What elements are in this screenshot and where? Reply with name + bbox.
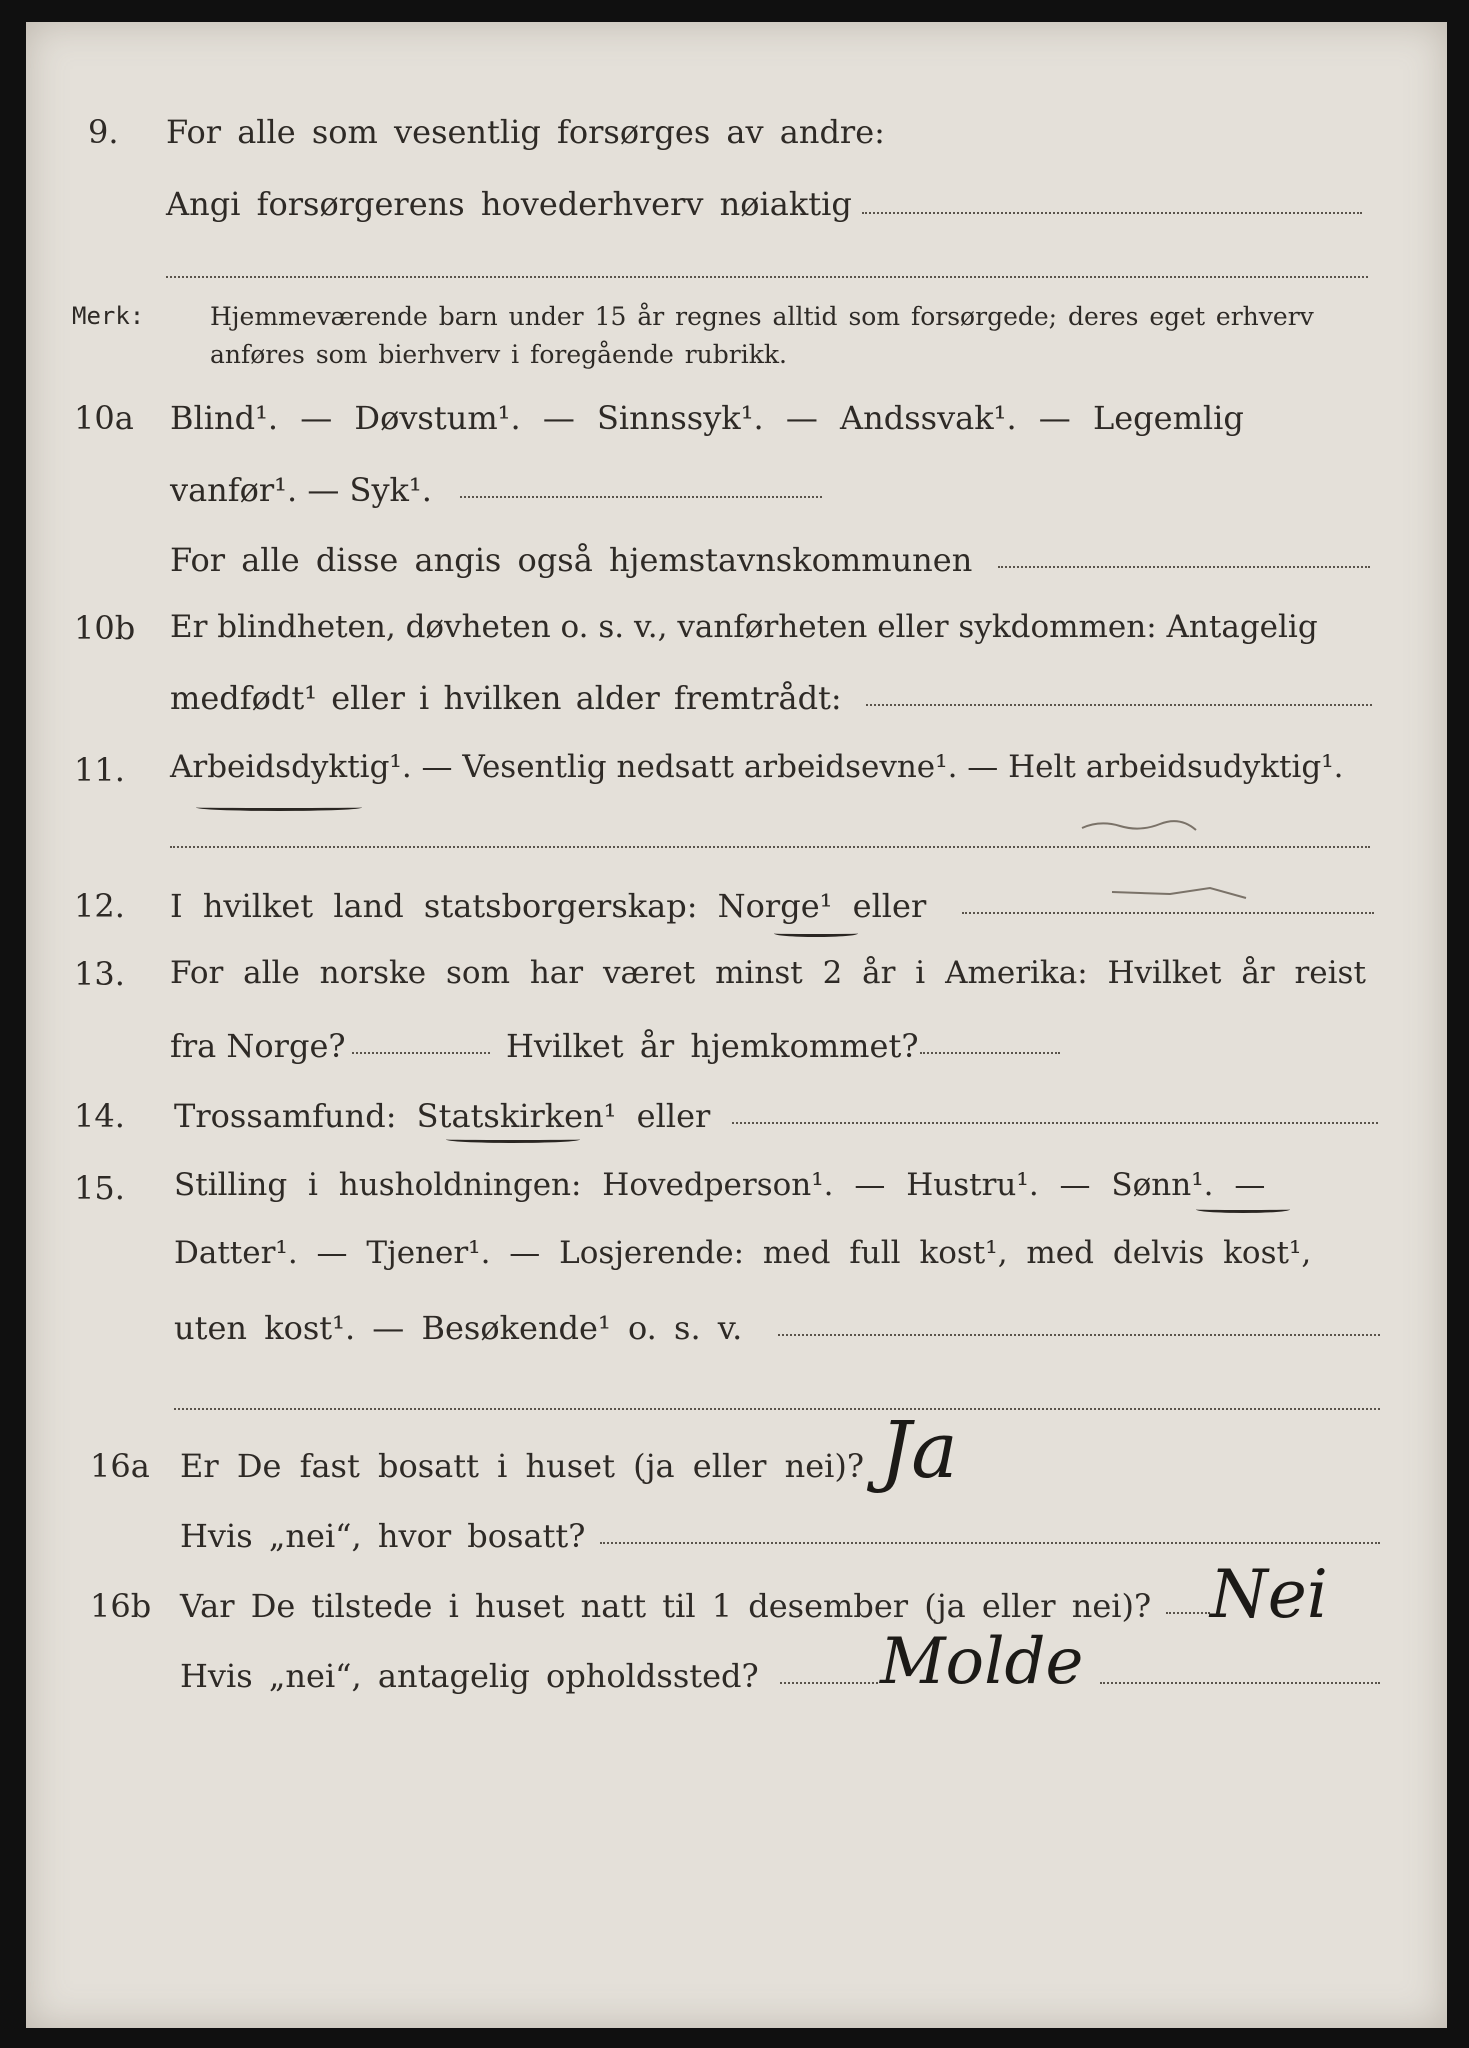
- question-text: vanfør¹. — Syk¹.: [170, 471, 432, 509]
- question-text: medfødt¹ eller i hvilken alder fremtrådt:: [170, 679, 842, 717]
- question-text: For alle disse angis også hjemstavnskommunen: [170, 541, 973, 579]
- pencil-mark: [1080, 812, 1200, 842]
- question-text: Arbeidsdyktig¹. — Vesentlig nedsatt arbeidsevne¹. — Helt arbeidsudyktig¹.: [170, 749, 1344, 785]
- handwritten-answer: Nei: [1210, 1556, 1328, 1633]
- pencil-mark: [1110, 878, 1250, 908]
- handwritten-answer: Ja: [880, 1406, 958, 1496]
- note-text: anføres som bierhverv i foregående rubrikk.: [210, 340, 787, 369]
- question-text: fra Norge?: [170, 1027, 346, 1065]
- answer-line: [1100, 1682, 1380, 1684]
- handwritten-answer: Molde: [880, 1625, 1084, 1699]
- question-text: Trossamfund: Statskirken¹ eller: [174, 1097, 711, 1135]
- answer-line: [778, 1334, 1380, 1336]
- question-text: Hvilket år hjemkommet?: [506, 1027, 919, 1065]
- answer-line: [170, 846, 1370, 848]
- question-number: 14.: [74, 1097, 125, 1135]
- question-text: Angi forsørgerens hovederhverv nøiaktig: [166, 185, 852, 223]
- answer-line: [998, 566, 1370, 568]
- handwritten-underline: [196, 804, 362, 811]
- question-text: For alle norske som har været minst 2 år i Amerika: Hvilket år reist: [170, 955, 1366, 991]
- handwritten-underline: [1196, 1206, 1290, 1213]
- question-number: 10b: [74, 609, 136, 647]
- answer-line: [600, 1542, 1380, 1544]
- question-text: For alle som vesentlig forsørges av andre:: [166, 113, 885, 151]
- answer-line: [862, 212, 1362, 214]
- question-number: 16a: [90, 1447, 150, 1485]
- question-number: 16b: [90, 1587, 152, 1625]
- question-text: Stilling i husholdningen: Hovedperson¹. — Hustru¹. — Sønn¹. —: [174, 1167, 1266, 1203]
- answer-line: [460, 496, 822, 498]
- question-text: Datter¹. — Tjener¹. — Losjerende: med full kost¹, med delvis kost¹,: [174, 1235, 1312, 1271]
- question-number: 12.: [74, 887, 125, 925]
- question-text: Blind¹. — Døvstum¹. — Sinnssyk¹. — Andssvak¹. — Legemlig: [170, 399, 1244, 437]
- question-number: 10a: [74, 399, 134, 437]
- question-text: Hvis „nei“, hvor bosatt?: [180, 1517, 586, 1555]
- question-text: uten kost¹. — Besøkende¹ o. s. v.: [174, 1309, 743, 1347]
- question-number: 13.: [74, 955, 125, 993]
- handwritten-underline: [446, 1136, 580, 1143]
- question-text: Var De tilstede i huset natt til 1 desember (ja eller nei)?: [180, 1587, 1152, 1625]
- question-number: 9.: [88, 113, 119, 151]
- answer-line: [920, 1052, 1060, 1054]
- note-text: Hjemmeværende barn under 15 år regnes alltid som forsørgede; deres eget erhverv: [210, 302, 1314, 331]
- question-text: I hvilket land statsborgerskap: Norge¹ eller: [170, 887, 927, 925]
- answer-line: [732, 1122, 1378, 1124]
- question-number: 11.: [74, 751, 125, 789]
- separator-line: [174, 1408, 1380, 1410]
- question-text: Er De fast bosatt i huset (ja eller nei)?: [180, 1447, 865, 1485]
- answer-line: [962, 912, 1374, 914]
- answer-line: [1166, 1612, 1210, 1614]
- answer-line: [352, 1052, 490, 1054]
- handwritten-underline: [774, 930, 858, 937]
- answer-line: [866, 704, 1372, 706]
- separator-line: [166, 276, 1368, 278]
- question-text: Er blindheten, døvheten o. s. v., vanførheten eller sykdommen: Antagelig: [170, 609, 1318, 645]
- question-number: 15.: [74, 1169, 125, 1207]
- question-text: Hvis „nei“, antagelig opholdssted?: [180, 1657, 759, 1695]
- answer-line: [780, 1682, 878, 1684]
- note-label: Merk:: [72, 302, 145, 330]
